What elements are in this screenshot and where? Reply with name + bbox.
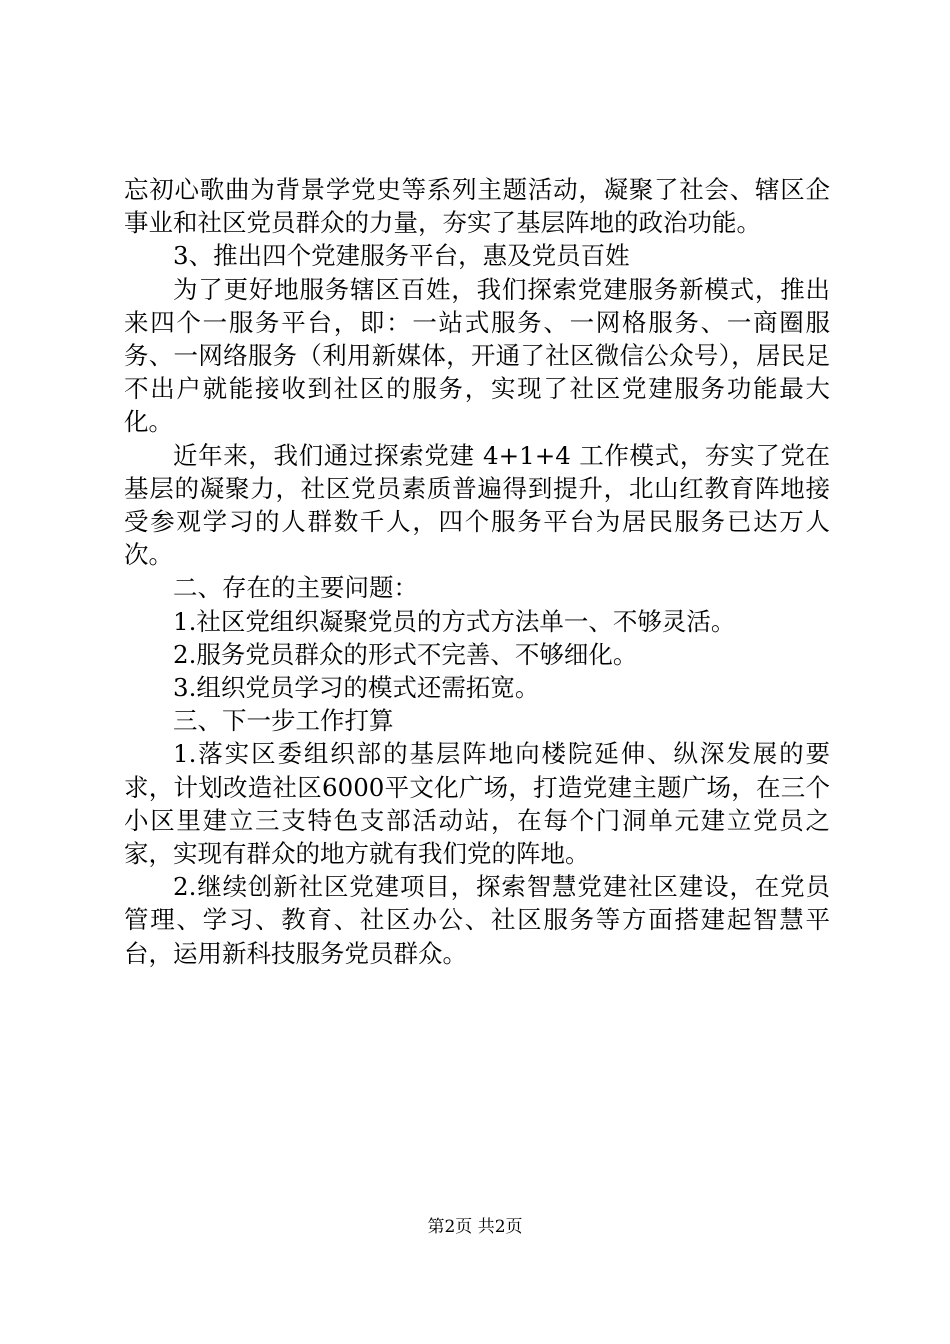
list-item-issue-3: 3.组织党员学习的模式还需拓宽。 bbox=[173, 673, 540, 703]
paragraph-intro-continuation: 忘初心歌曲为背景学党史等系列主题活动，凝聚了社会、辖区企事业和社区党员群众的力量，夯实了基层阵地的政治功能。 bbox=[124, 175, 830, 238]
paragraph-service-platforms: 为了更好地服务辖区百姓，我们探索党建服务新模式，推出来四个一服务平台，即：一站式服务、一网格服务、一商圈服务、一网络服务（利用新媒体，开通了社区微信公众号），居民足不出户就能接收到社区的服务，实现了社区党建服务功能最大化。 bbox=[124, 274, 830, 437]
section-title-next-steps: 三、下一步工作打算 bbox=[173, 706, 394, 736]
page-number-label: 第2页 共2页 bbox=[427, 1217, 523, 1237]
list-item-issue-2: 2.服务党员群众的形式不完善、不够细化。 bbox=[173, 639, 638, 669]
section-title-main-problems: 二、存在的主要问题： bbox=[173, 573, 418, 603]
page-footer bbox=[0, 1216, 950, 1238]
paragraph-recent-years: 近年来，我们通过探索党建 4+1+4 工作模式，夯实了党在基层的凝聚力，社区党员素质普遍得到提升，北山红教育阵地接受参观学习的人群数千人，四个服务平台为居民服务已达万人次。 bbox=[124, 440, 830, 570]
document-body bbox=[124, 173, 830, 970]
heading-service-platforms: 3、推出四个党建服务平台，惠及党员百姓 bbox=[173, 241, 630, 271]
list-item-issue-1: 1.社区党组织凝聚党员的方式方法单一、不够灵活。 bbox=[173, 606, 736, 636]
list-item-plan-1: 1.落实区委组织部的基层阵地向楼院延伸、纵深发展的要求，计划改造社区6000平文化广场，打造党建主题广场，在三个小区里建立三支特色支部活动站，在每个门洞单元建立党员之家，实现有群众的地方就有我们党的阵地。 bbox=[124, 739, 830, 869]
list-item-plan-2: 2.继续创新社区党建项目，探索智慧党建社区建设，在党员管理、学习、教育、社区办公、社区服务等方面搭建起智慧平台，运用新科技服务党员群众。 bbox=[124, 872, 830, 968]
